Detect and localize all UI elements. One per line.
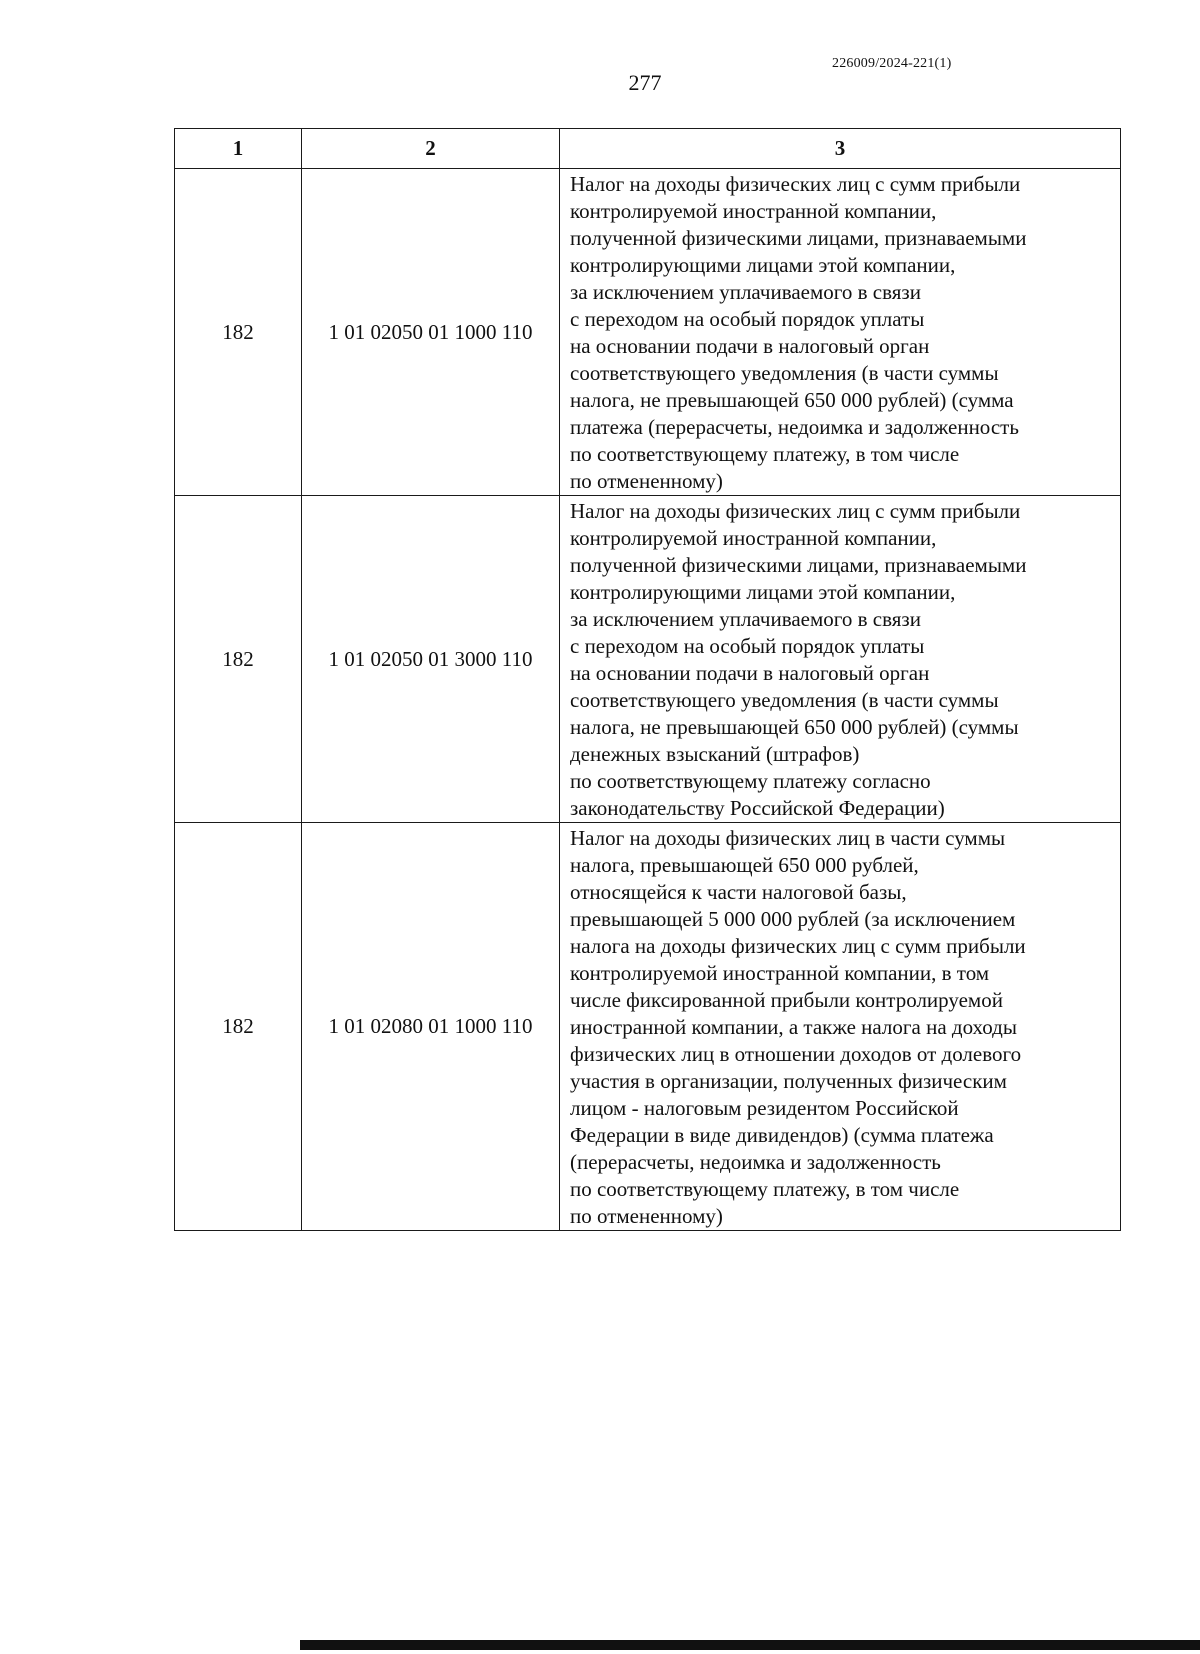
description-line: (перерасчеты, недоимка и задолженность — [570, 1150, 941, 1174]
column-header: 2 — [302, 129, 560, 169]
description-line: за исключением уплачиваемого в связи — [570, 607, 921, 631]
description-line: налога, не превышающей 650 000 рублей) (сумма — [570, 388, 1014, 412]
scan-edge-divider — [300, 1640, 1200, 1650]
description-line: Налог на доходы физических лиц с сумм прибыли — [570, 172, 1021, 196]
column-header: 3 — [560, 129, 1121, 169]
description-line: по соответствующему платежу, в том числе — [570, 442, 960, 466]
description-cell — [560, 496, 1121, 823]
description-line: с переходом на особый порядок уплаты — [570, 634, 925, 658]
table-header-row — [175, 129, 1121, 169]
description-line: лицом - налоговым резидентом Российской — [570, 1096, 959, 1120]
description-line: иностранной компании, а также налога на доходы — [570, 1015, 1017, 1039]
budget-code-cell: 1 01 02050 01 3000 110 — [302, 496, 560, 823]
page-number: 277 — [628, 70, 662, 95]
description-line: контролирующими лицами этой компании, — [570, 580, 956, 604]
description-line: соответствующего уведомления (в части суммы — [570, 361, 999, 385]
description-line: по отмененному) — [570, 469, 723, 493]
admin-code-cell: 182 — [175, 823, 302, 1231]
description-line: относящейся к части налоговой базы, — [570, 880, 907, 904]
admin-code-cell: 182 — [175, 169, 302, 496]
description-line: по отмененному) — [570, 1204, 723, 1228]
description-line: числе фиксированной прибыли контролируемой — [570, 988, 1003, 1012]
description-line: налога, не превышающей 650 000 рублей) (суммы — [570, 715, 1019, 739]
description-line: по соответствующему платежу согласно — [570, 769, 931, 793]
description-line: превышающей 5 000 000 рублей (за исключением — [570, 907, 1016, 931]
description-line: контролируемой иностранной компании, — [570, 199, 937, 223]
description-line: контролируемой иностранной компании, — [570, 526, 937, 550]
description-line: контролирующими лицами этой компании, — [570, 253, 956, 277]
document-id: 226009/2024-221(1) — [832, 56, 952, 71]
budget-classification-table — [174, 128, 1121, 1231]
description-line: физических лиц в отношении доходов от долевого — [570, 1042, 1022, 1066]
description-line: налога, превышающей 650 000 рублей, — [570, 853, 919, 877]
description-cell — [560, 823, 1121, 1231]
description-line: налога на доходы физических лиц с сумм прибыли — [570, 934, 1026, 958]
description-line: участия в организации, полученных физическим — [570, 1069, 1007, 1093]
description-line: Налог на доходы физических лиц с сумм прибыли — [570, 499, 1021, 523]
budget-code-cell: 1 01 02050 01 1000 110 — [302, 169, 560, 496]
description-line: денежных взысканий (штрафов) — [570, 742, 860, 766]
description-cell — [560, 169, 1121, 496]
admin-code-cell: 182 — [175, 496, 302, 823]
description-line: законодательству Российской Федерации) — [570, 796, 945, 820]
table-row — [175, 496, 1121, 823]
description-line: на основании подачи в налоговый орган — [570, 661, 930, 685]
description-line: полученной физическими лицами, признаваемыми — [570, 226, 1027, 250]
budget-code-cell: 1 01 02080 01 1000 110 — [302, 823, 560, 1231]
description-line: соответствующего уведомления (в части суммы — [570, 688, 999, 712]
description-line: полученной физическими лицами, признаваемыми — [570, 553, 1027, 577]
description-line: Налог на доходы физических лиц в части суммы — [570, 826, 1006, 850]
column-header: 1 — [175, 129, 302, 169]
table-row — [175, 823, 1121, 1231]
table-row — [175, 169, 1121, 496]
description-line: Федерации в виде дивидендов) (сумма платежа — [570, 1123, 994, 1147]
description-line: контролируемой иностранной компании, в том — [570, 961, 990, 985]
description-line: с переходом на особый порядок уплаты — [570, 307, 925, 331]
description-line: по соответствующему платежу, в том числе — [570, 1177, 960, 1201]
description-line: на основании подачи в налоговый орган — [570, 334, 930, 358]
description-line: за исключением уплачиваемого в связи — [570, 280, 921, 304]
description-line: платежа (перерасчеты, недоимка и задолженность — [570, 415, 1019, 439]
